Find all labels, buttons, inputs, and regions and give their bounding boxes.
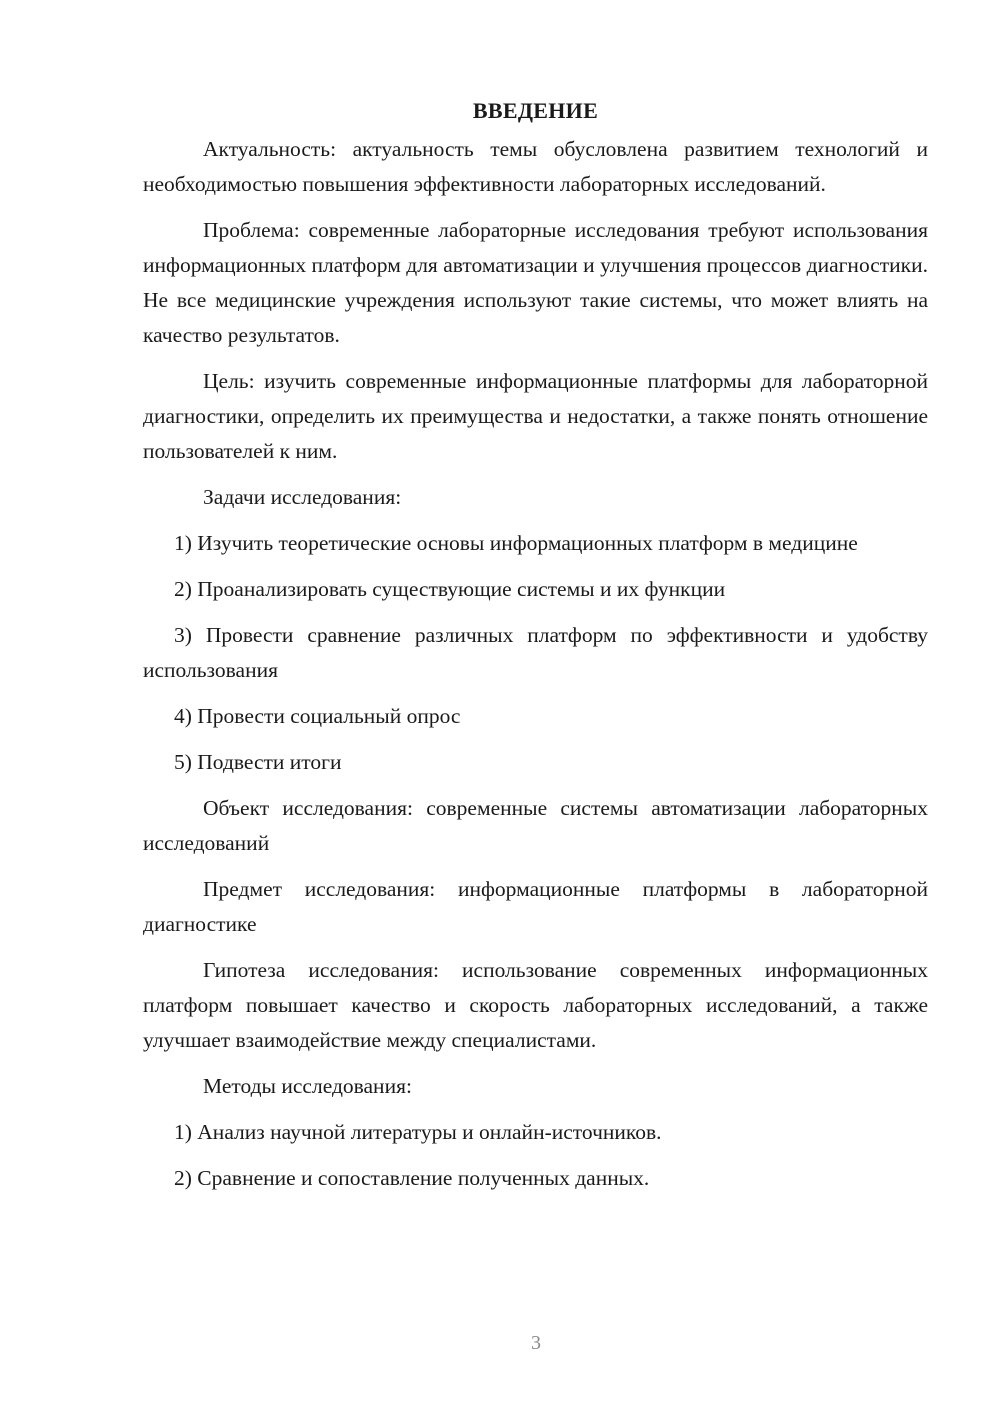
methods-title: Методы исследования: <box>203 1074 412 1098</box>
relevance-paragraph: Актуальность: актуальность темы обусловлена развитием технологий и необходимостью повышения эффективности лабораторных исследований. <box>143 137 928 196</box>
document-page <box>143 90 928 1207</box>
task-item: 2) Проанализировать существующие системы и их функции <box>174 577 726 601</box>
section-heading: ВВЕДЕНИЕ <box>472 98 599 123</box>
method-item: 1) Анализ научной литературы и онлайн-источников. <box>174 1120 662 1144</box>
task-item: 1) Изучить теоретические основы информационных платформ в медицине <box>174 531 858 555</box>
page-number: 3 <box>531 1332 541 1354</box>
problem-paragraph: Проблема: современные лабораторные исследования требуют использования информационных платформ для автоматизации и улучшения процессов диагностики. Не все медицинские учреждения используют такие системы, что может влиять на качество результатов. <box>143 218 928 347</box>
task-item: 5) Подвести итоги <box>174 750 342 774</box>
method-item: 2) Сравнение и сопоставление полученных данных. <box>174 1166 650 1190</box>
hypothesis-paragraph: Гипотеза исследования: использование современных информационных платформ повышает качество и скорость лабораторных исследований, а также улучшает взаимодействие между специалистами. <box>143 958 928 1052</box>
goal-paragraph: Цель: изучить современные информационные платформы для лабораторной диагностики, определить их преимущества и недостатки, а также понять отношение пользователей к ним. <box>143 369 928 463</box>
task-item: 4) Провести социальный опрос <box>174 704 461 728</box>
subject-paragraph: Предмет исследования: информационные платформы в лабораторной диагностике <box>143 877 928 936</box>
task-item: 3) Провести сравнение различных платформ по эффективности и удобству использования <box>143 623 928 682</box>
tasks-title: Задачи исследования: <box>203 485 402 509</box>
object-paragraph: Объект исследования: современные системы автоматизации лабораторных исследований <box>143 796 928 855</box>
